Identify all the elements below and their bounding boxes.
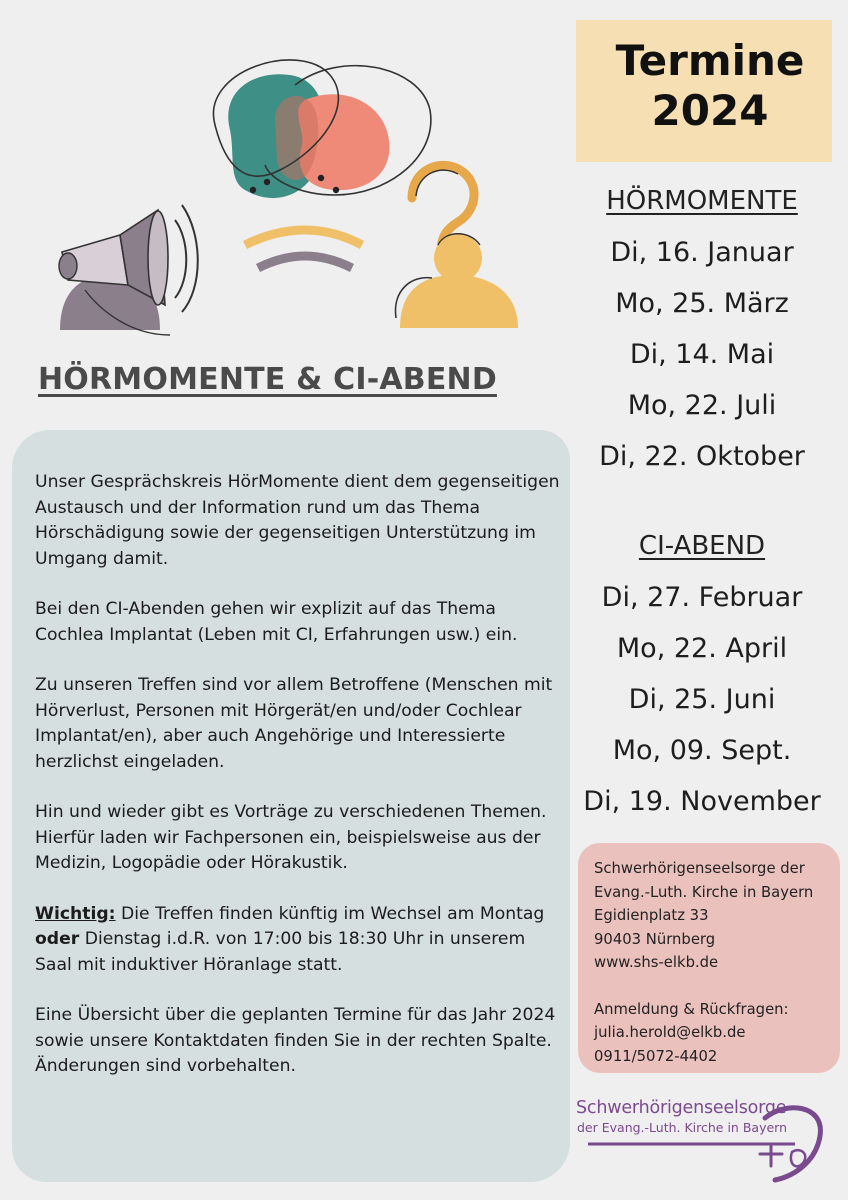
ci-abend-heading: CI-ABEND — [638, 531, 766, 561]
megaphone-icon — [59, 205, 198, 335]
speech-bubbles-icon — [213, 60, 430, 198]
important-paragraph: Wichtig: Die Treffen finden künftig im Wechsel am Montag oder Dienstag i.d.R. von 17:00 bis 18:30 Uhr in unserem Saal mit induktiver Höranlage statt. — [35, 903, 545, 975]
info-text — [35, 470, 560, 1105]
overview-paragraph: Eine Übersicht über die geplanten Termine für das Jahr 2024 sowie unsere Kontaktdaten finden Sie in der rechten Spalte. Änderungen sind vorbehalten. — [35, 1005, 556, 1076]
intro-paragraph: Unser Gesprächskreis HörMomente dient dem gegenseitigen Austausch und der Information rund um das Thema Hörschädigung sowie der gegenseitigen Unterstützung im Umgang damit. — [35, 472, 560, 569]
date-item: Mo, 22. Juli — [627, 390, 777, 421]
termine-title: Termine 2024 — [615, 36, 805, 135]
website-link[interactable]: www.shs-elkb.de — [594, 954, 719, 971]
date-item: Di, 25. Juni — [628, 684, 776, 715]
email-link[interactable]: julia.herold@elkb.de — [594, 1024, 746, 1041]
signup-label: Anmeldung & Rückfragen: — [594, 1000, 789, 1018]
sound-arcs-icon — [245, 230, 362, 268]
street-address: Egidienplatz 33 — [594, 907, 709, 924]
logo-text-line1: Schwerhörigenseelsorge — [576, 1098, 787, 1118]
talks-paragraph: Hin und wieder gibt es Vorträge zu verschiedenen Themen. Hierfür laden wir Fachpersonen ein, beispielsweise aus der Medizin, Logopädie oder Hörakustik. — [35, 802, 547, 873]
important-label: Wichtig: — [35, 903, 116, 924]
date-item: Di, 16. Januar — [610, 237, 794, 268]
date-item: Di, 22. Oktober — [599, 441, 805, 472]
date-item: Di, 14. Mai — [629, 339, 775, 370]
date-item: Mo, 22. April — [616, 633, 788, 664]
question-person-icon — [395, 165, 518, 328]
hoermomente-dates — [576, 227, 828, 482]
audience-paragraph: Zu unseren Treffen sind vor allem Betroffene (Menschen mit Hörverlust, Personen mit Hörgerät/en und/oder Cochlear Implantat/en), aber auch Angehörige und Interessierte herzlichst eingeladen. — [35, 675, 553, 772]
contact-info — [594, 857, 834, 1068]
org-name-line1: Schwerhörigenseelsorge der — [594, 860, 805, 877]
date-item: Mo, 09. Sept. — [612, 735, 792, 766]
ci-abend-dates — [576, 572, 828, 827]
ci-paragraph: Bei den CI-Abenden gehen wir explizit auf das Thema Cochlea Implantat (Leben mit CI, Erfahrungen usw.) ein. — [35, 599, 518, 645]
logo-text-line2: der Evang.-Luth. Kirche in Bayern — [577, 1120, 787, 1135]
date-item: Mo, 25. März — [615, 288, 789, 319]
page-title: HÖRMOMENTE & CI-ABEND — [38, 362, 497, 397]
date-item: Di, 27. Februar — [601, 582, 803, 613]
hearing-illustration — [40, 30, 540, 350]
city-address: 90403 Nürnberg — [594, 930, 716, 948]
phone-number: 0911/5072-4402 — [594, 1047, 718, 1065]
org-name-line2: Evang.-Luth. Kirche in Bayern — [594, 883, 814, 901]
hoermomente-heading: HÖRMOMENTE — [606, 186, 798, 216]
date-item: Di, 19. November — [583, 786, 821, 817]
